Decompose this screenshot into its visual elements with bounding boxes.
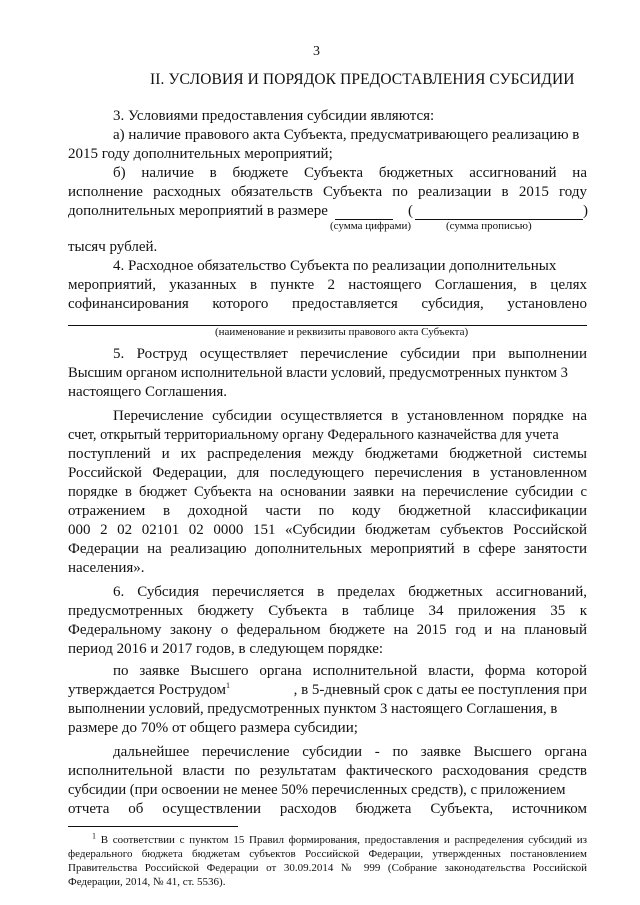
p5-line3: настоящего Соглашения.: [68, 384, 228, 400]
p3-b-line1: б) наличие в бюджете Субъекта бюджетных ассигнований на: [113, 165, 587, 181]
p5b-line5: порядке в бюджет Субъекта на основании заявки на перечисление субсидии с: [68, 484, 587, 500]
amount-digits-hint: (сумма цифрами): [330, 220, 412, 232]
footnote-ref-1[interactable]: 1: [226, 681, 230, 690]
p4-line2: мероприятий, указанных в пункте 2 настоящего Соглашения, в целях: [68, 277, 587, 293]
p3-intro: 3. Условиями предоставления субсидии являются:: [113, 108, 435, 124]
p3-b-line2: исполнение расходных обязательств Субъекта по реализации в 2015 году: [68, 184, 587, 200]
footnote-line2: федерального бюджета бюджетам субъектов Российской Федерации, утвержденных постановлением: [68, 848, 587, 860]
p6b-line4: отчета об осуществлении расходов бюджета Субъекта, источником: [68, 801, 587, 817]
p3-b-line3: дополнительных мероприятий в размере: [68, 203, 328, 219]
p5b-line7: 000 2 02 02101 02 0000 151 «Субсидии бюджетам субъектов Российской: [68, 522, 587, 538]
p6-line4: период 2016 и 2017 годов, в следующем порядке:: [68, 641, 384, 657]
footnote-mark: 1: [92, 831, 96, 841]
p5b-line6: отражением в доходной части по коду бюджетной классификации: [68, 503, 587, 519]
p5b-line1: Перечисление субсидии осуществляется в установленном порядке на: [113, 408, 587, 424]
footnote-line1: [92, 831, 587, 847]
p5b-line9: населения».: [68, 560, 145, 576]
legal-act-hint: (наименование и реквизиты правового акта Субъекта): [215, 326, 469, 338]
footnote-text-1: В соответствии с пунктом 15 Правил формирования, предоставления и распределения субсидий из: [96, 834, 587, 846]
p6b-line3: субсидии (при освоении не менее 50% перечисленных средств), с приложением: [68, 782, 566, 798]
p5b-line2: счет, открытый территориальному органу Федерального казначейства для учета: [68, 427, 559, 443]
footnote-line3: Правительства Российской Федерации от 30.09.2014 № 999 (Собрание законодательства Российской: [68, 862, 587, 874]
footnote-separator: [68, 826, 238, 827]
p3-a-line1: а) наличие правового акта Субъекта, предусматривающего реализацию в: [113, 127, 580, 143]
p6b-line2: исполнительной власти по результатам фактического расходования средств: [68, 763, 587, 779]
page-number: 3: [313, 44, 320, 59]
p5-line1: 5. Роструд осуществляет перечисление субсидии при выполнении: [113, 346, 587, 362]
p5b-line4: Российской Федерации, для последующего перечисления в установленном: [68, 465, 587, 481]
footnote-line4: Федерации, 2014, № 41, ст. 5536).: [68, 876, 226, 888]
section-title: II. УСЛОВИЯ И ПОРЯДОК ПРЕДОСТАВЛЕНИЯ СУБСИДИИ: [150, 71, 575, 88]
p6a-line4: размере до 70% от общего размера субсидии;: [68, 720, 358, 736]
p4-line1: 4. Расходное обязательство Субъекта по реализации дополнительных: [113, 258, 557, 274]
p5b-line8: Федерации на реализацию дополнительных мероприятий в сфере занятости: [68, 541, 587, 557]
p5-line2: Высшим органом исполнительной власти условий, предусмотренных пунктом 3: [68, 365, 568, 381]
p5b-line3: поступлений и их распределения между бюджетами бюджетной системы: [68, 446, 587, 462]
p6a-line3: выполнении условий, предусмотренных пунктом 3 настоящего Соглашения, в: [68, 701, 558, 717]
amount-open-paren: (: [408, 203, 413, 219]
p6-line3: Федеральному закону о федеральном бюджете на 2015 год и на плановый: [68, 622, 587, 638]
p3-a-line2: 2015 году дополнительных мероприятий;: [68, 146, 333, 162]
p6-line2: предусмотренных бюджету Субъекта в таблице 34 приложения 35 к: [68, 603, 587, 619]
p6a-line2-start: утверждается Рострудом$^1$: [68, 681, 230, 698]
p6b-line1: дальнейшее перечисление субсидии - по заявке Высшего органа: [113, 744, 587, 760]
p6a-line1: по заявке Высшего органа исполнительной власти, форма которой: [113, 663, 587, 679]
amount-words-hint: (сумма прописью): [446, 220, 532, 232]
p4-line3: софинансирования которого предоставляется субсидия, установлено: [68, 296, 587, 312]
p6a-line2: [68, 682, 587, 699]
p6-line1: 6. Субсидия перечисляется в пределах бюджетных ассигнований,: [113, 584, 587, 600]
p6a-line2-end: , в 5-дневный срок с даты ее поступления при: [293, 682, 587, 698]
p3-b-line4: тысяч рублей.: [68, 239, 158, 255]
amount-close-paren: ): [583, 203, 588, 219]
